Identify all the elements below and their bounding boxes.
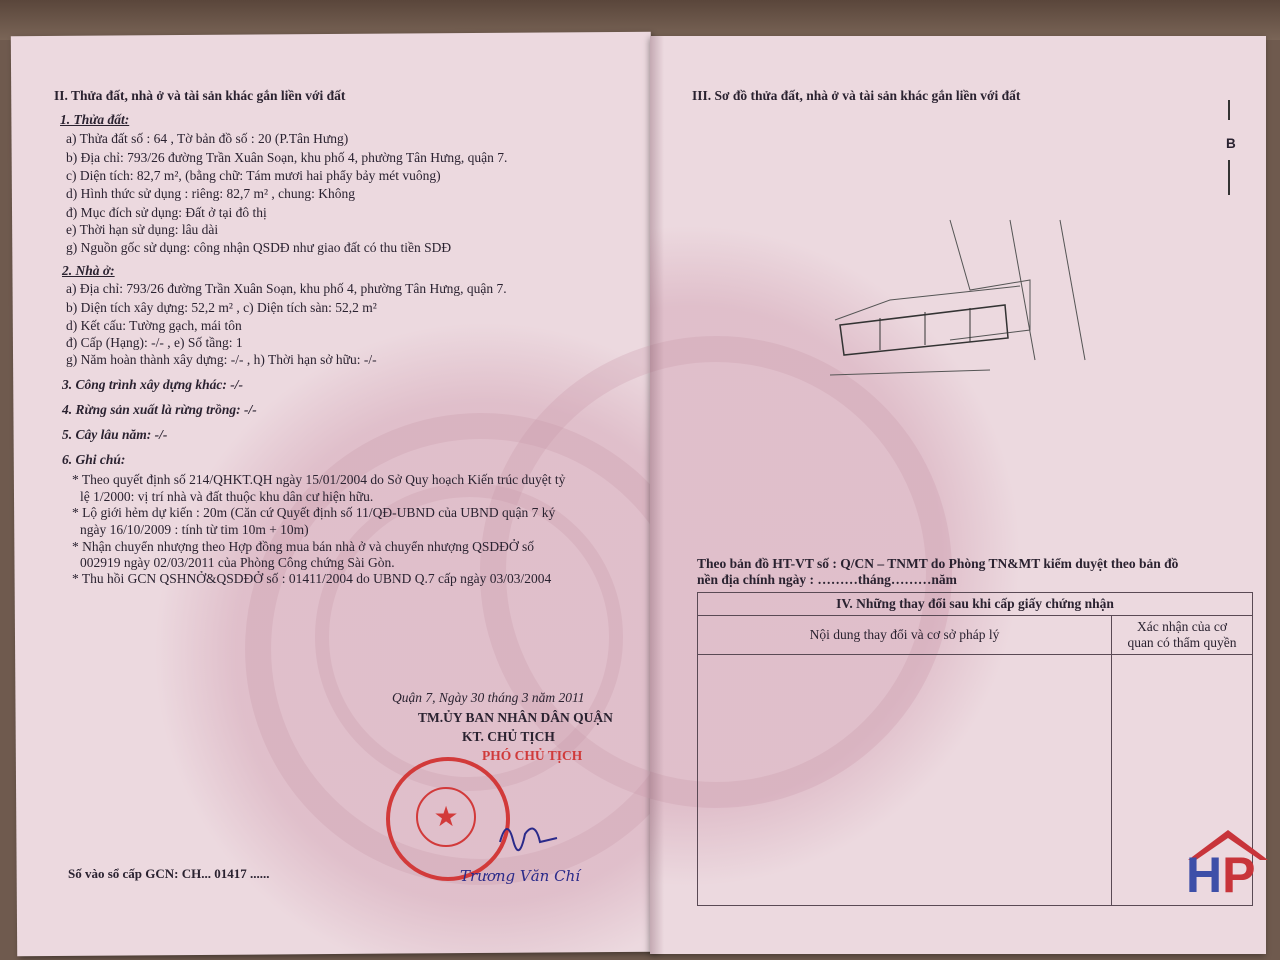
col-confirm-line-2: quan có thẩm quyền [1127, 635, 1237, 650]
col-confirm-header [1112, 616, 1253, 655]
signature-mark [495, 812, 565, 862]
changes-title: IV. Những thay đổi sau khi cấp giấy chứng nhận [698, 593, 1253, 616]
sign-deputy: PHÓ CHỦ TỊCH [482, 748, 583, 763]
logo-letter-p: P [1222, 847, 1256, 903]
page-fold [650, 36, 664, 954]
note-line: lệ 1/2000: vị trí nhà và đất thuộc khu dân cư hiện hữu. [80, 489, 374, 504]
house-dd: đ) Cấp (Hạng): -/- , e) Số tầng: 1 [66, 335, 243, 350]
note-line: ngày 16/10/2009 : tính từ tim 10m + 10m) [80, 522, 309, 537]
note-line: * Thu hồi GCN QSHNỞ&QSDĐỞ số : 01411/2004 do UBND Q.7 cấp ngày 03/03/2004 [72, 571, 552, 586]
sign-org: TM.ỦY BAN NHÂN DÂN QUẬN [418, 710, 613, 725]
star-emblem-icon: ★ [416, 787, 476, 847]
item-5: 5. Cây lâu năm: -/- [62, 427, 168, 442]
side-letter: B [1226, 136, 1236, 151]
item-4: 4. Rừng sản xuất là rừng trồng: -/- [62, 402, 257, 417]
house-a: a) Địa chỉ: 793/26 đường Trần Xuân Soạn, khu phố 4, phường Tân Hưng, quận 7. [66, 281, 507, 296]
note-line: * Theo quyết định số 214/QHKT.QH ngày 15/01/2004 do Sở Quy hoạch Kiến trúc duyệt tỷ [72, 472, 566, 487]
house-b: b) Diện tích xây dựng: 52,2 m² , c) Diện tích sàn: 52,2 m² [66, 300, 377, 315]
land-dd: đ) Mục đích sử dụng: Đất ở tại đô thị [66, 205, 267, 220]
col-content-header: Nội dung thay đổi và cơ sở pháp lý [698, 616, 1112, 655]
col-confirm-line-1: Xác nhận của cơ [1137, 619, 1227, 634]
house-heading: 2. Nhà ở: [62, 263, 115, 278]
changes-table [697, 592, 1256, 906]
note-line: 002919 ngày 02/03/2011 của Phòng Công chứng Sài Gòn. [80, 555, 395, 570]
land-c: c) Diện tích: 82,7 m², (bằng chữ: Tám mươi hai phẩy bảy mét vuông) [66, 168, 441, 183]
item-3: 3. Công trình xây dựng khác: -/- [62, 377, 243, 392]
map-note-1: Theo bản đồ HT-VT số : Q/CN – TNMT do Phòng TN&MT kiểm duyệt theo bản đồ [697, 556, 1179, 571]
hp-logo [1180, 822, 1276, 902]
land-heading: 1. Thửa đất: [60, 112, 130, 127]
section-2-title: II. Thửa đất, nhà ở và tài sản khác gắn liền với đất [54, 88, 346, 103]
logo-letter-h: H [1186, 847, 1223, 903]
parcel-sketch-map [830, 200, 1120, 400]
register-number: Số vào sổ cấp GCN: CH... 01417 ...... [68, 866, 270, 881]
land-d: d) Hình thức sử dụng : riêng: 82,7 m² , chung: Không [66, 186, 356, 201]
land-a: a) Thửa đất số : 64 , Tờ bản đồ số : 20 (P.Tân Hưng) [66, 131, 349, 146]
map-note-2: nền địa chính ngày : ………tháng………năm [697, 572, 957, 587]
house-g: g) Năm hoàn thành xây dựng: -/- , h) Thời hạn sở hữu: -/- [66, 352, 377, 367]
sign-date: Quận 7, Ngày 30 tháng 3 năm 2011 [392, 690, 585, 705]
content-cell [698, 655, 1112, 906]
land-g: g) Nguồn gốc sử dụng: công nhận QSDĐ như giao đất có thu tiền SDĐ [66, 240, 452, 255]
house-d: d) Kết cấu: Tường gạch, mái tôn [66, 318, 242, 333]
section-3-title: III. Sơ đồ thửa đất, nhà ở và tài sản khác gắn liền với đất [692, 88, 1021, 103]
note-line: * Lộ giới hẻm dự kiến : 20m (Căn cứ Quyết định số 11/QĐ-UBND của UBND quận 7 ký [72, 505, 556, 520]
signer-name: Trương Văn Chí [460, 867, 581, 885]
logo-text [1186, 847, 1256, 903]
note-line: * Nhận chuyển nhượng theo Hợp đồng mua bán nhà ở và chuyển nhượng QSDĐỞ số [72, 539, 534, 554]
land-e: e) Thời hạn sử dụng: lâu dài [66, 222, 219, 237]
notes-heading: 6. Ghi chú: [62, 452, 126, 467]
sign-role: KT. CHỦ TỊCH [462, 729, 555, 744]
land-b: b) Địa chỉ: 793/26 đường Trần Xuân Soạn, khu phố 4, phường Tân Hưng, quận 7. [66, 150, 508, 165]
margin-marks [1226, 100, 1232, 200]
